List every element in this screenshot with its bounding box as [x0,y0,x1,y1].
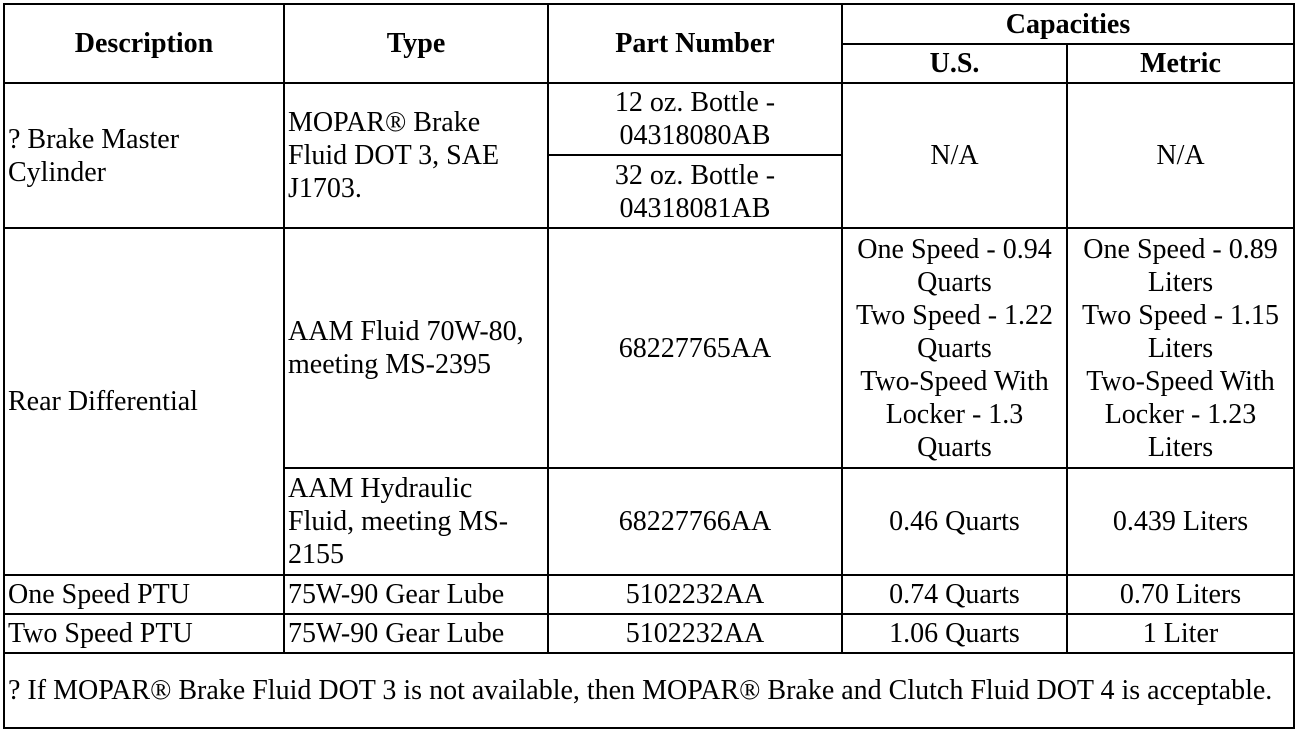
rear-diff-fluid-a-metric: One Speed - 0.89 Liters Two Speed - 1.15 Liters Two-Speed With Locker - 1.23 Liters [1067,228,1294,468]
brake-capacity-us: N/A [842,83,1067,228]
rear-diff-fluid-a-type: AAM Fluid 70W-80, meeting MS-2395 [284,228,548,468]
one-speed-ptu-metric: 0.70 Liters [1067,575,1294,614]
brake-part-32oz: 32 oz. Bottle - 04318081AB [548,155,842,228]
one-speed-ptu-type: 75W-90 Gear Lube [284,575,548,614]
footnote: ? If MOPAR® Brake Fluid DOT 3 is not available, then MOPAR® Brake and Clutch Fluid DOT 4 is acceptable. [4,653,1294,728]
brake-capacity-metric: N/A [1067,83,1294,228]
brake-part-12oz: 12 oz. Bottle - 04318080AB [548,83,842,155]
one-speed-ptu-us: 0.74 Quarts [842,575,1067,614]
rear-diff-fluid-a-part: 68227765AA [548,228,842,468]
rear-diff-fluid-a-us: One Speed - 0.94 Quarts Two Speed - 1.22 Quarts Two-Speed With Locker - 1.3 Quarts [842,228,1067,468]
table-row [4,83,1294,155]
two-speed-ptu-part: 5102232AA [548,614,842,653]
two-speed-ptu-description: Two Speed PTU [4,614,284,653]
one-speed-ptu-part: 5102232AA [548,575,842,614]
table-row [4,575,1294,614]
header-metric: Metric [1067,44,1294,83]
rear-diff-description: Rear Differential [4,228,284,575]
fluid-capacities-table [3,3,1295,729]
brake-type: MOPAR® Brake Fluid DOT 3, SAE J1703. [284,83,548,228]
rear-diff-fluid-b-type: AAM Hydraulic Fluid, meeting MS-2155 [284,468,548,575]
two-speed-ptu-us: 1.06 Quarts [842,614,1067,653]
two-speed-ptu-metric: 1 Liter [1067,614,1294,653]
table-row [4,653,1294,728]
header-us: U.S. [842,44,1067,83]
header-description: Description [4,4,284,83]
brake-description: ? Brake Master Cylinder [4,83,284,228]
header-capacities: Capacities [842,4,1294,44]
rear-diff-fluid-b-part: 68227766AA [548,468,842,575]
table-row [4,228,1294,468]
header-type: Type [284,4,548,83]
two-speed-ptu-type: 75W-90 Gear Lube [284,614,548,653]
rear-diff-fluid-b-metric: 0.439 Liters [1067,468,1294,575]
header-part-number: Part Number [548,4,842,83]
one-speed-ptu-description: One Speed PTU [4,575,284,614]
rear-diff-fluid-b-us: 0.46 Quarts [842,468,1067,575]
table-row [4,614,1294,653]
